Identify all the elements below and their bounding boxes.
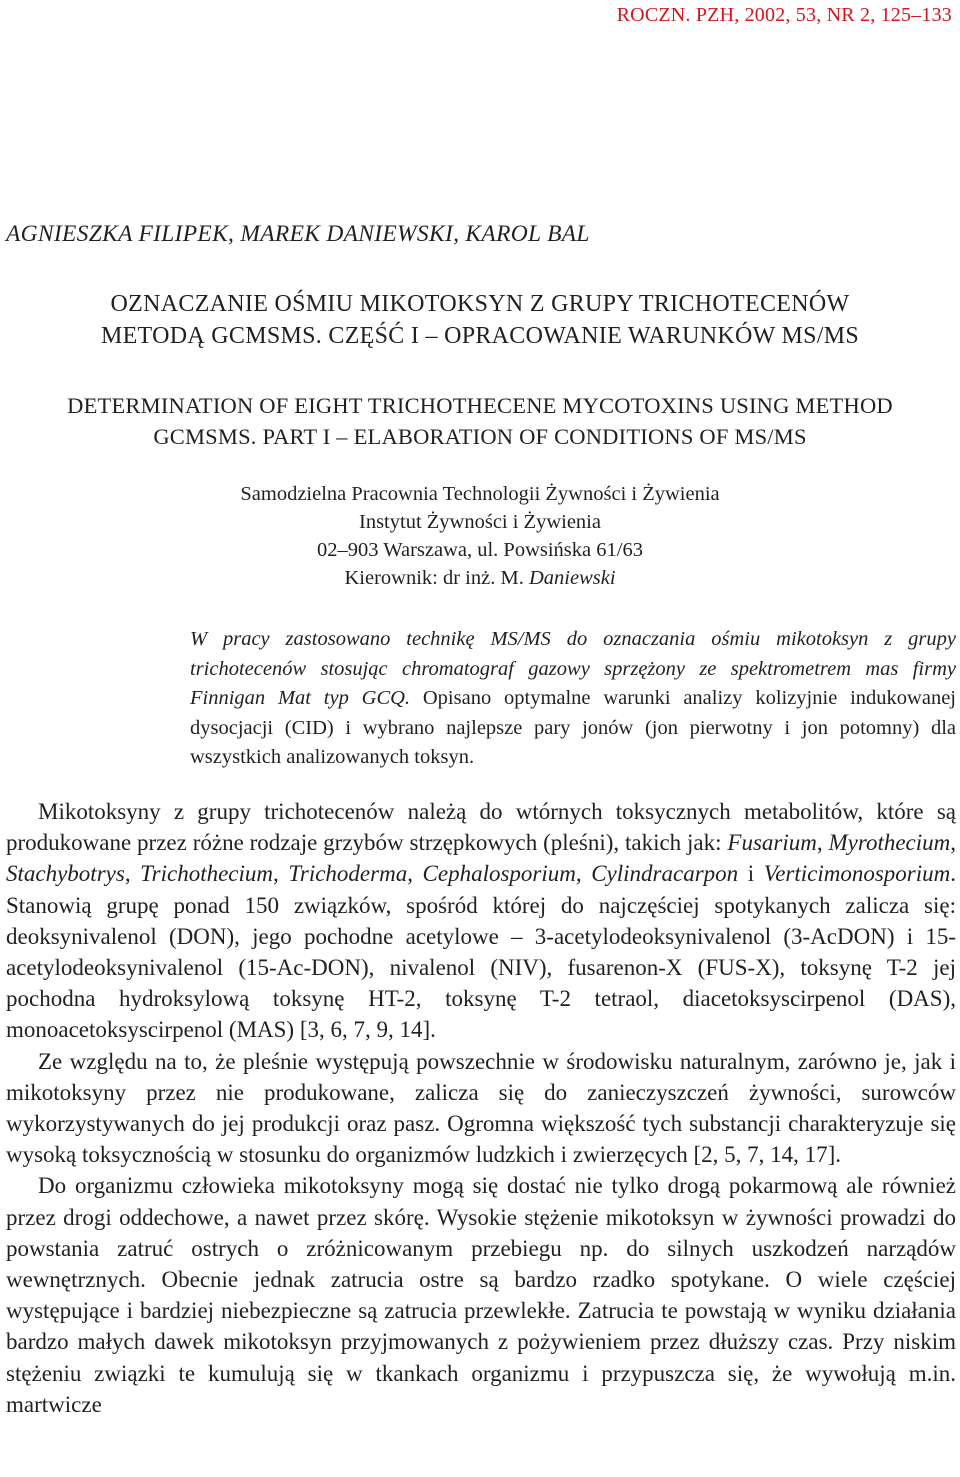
abstract xyxy=(190,625,956,773)
abstract-part-1: W pracy zastosowano technikę MS/MS do oznaczania ośmiu mikotoksyn z grupy trichotecenów stosując chromatograf gazowy sprzężony ze spektrometrem mas firmy Finnigan Mat typ GCQ. xyxy=(190,628,956,709)
title-english-line-1: DETERMINATION OF EIGHT TRICHOTHECENE MYCOTOXINS USING METHOD xyxy=(67,393,893,418)
affiliation-head-name: Daniewski xyxy=(528,567,616,589)
genus-cylindracarpon: Cylindracarpon xyxy=(591,861,739,887)
author-list: AGNIESZKA FILIPEK, MAREK DANIEWSKI, KAROL BAL xyxy=(6,221,590,247)
body-paragraph-2: Ze względu na to, że pleśnie występują powszechnie w środowisku naturalnym, zarówno je, jak i mikotoksyny przez nie produkowane, zalicza się do zanieczyszczeń żywności, surowców wykorzystywanych do jej produkcji oraz pasz. Ogromna większość tych substancji charakteryzuje się wysoką toksycznością w stosunku do organizmów ludzkich i zwierzęcych [2, 5, 7, 14, 17]. xyxy=(6,1048,956,1168)
title-polish xyxy=(0,288,960,352)
paragraph-1-intro: Mikotoksyny z grupy trichotecenów należą do wtórnych toksycznych metabolitów, które są produkowane przez różne rodzaje grzybów strzępkowych (pleśni), takich jak: xyxy=(6,799,956,856)
genus-myrothecium: Myrothecium, xyxy=(828,830,957,856)
title-polish-line-1: OZNACZANIE OŚMIU MIKOTOKSYN Z GRUPY TRICHOTECENÓW xyxy=(110,291,850,317)
genus-cephalosporium: Cephalosporium, xyxy=(422,861,582,887)
affiliation-head-label: Kierownik: dr inż. M. xyxy=(344,567,529,589)
title-english-line-2: GCMSMS. PART I – ELABORATION OF CONDITIONS OF MS/MS xyxy=(153,424,807,449)
genus-fusarium: Fusarium xyxy=(727,830,817,856)
separator: , xyxy=(124,861,141,887)
genus-verticimonosporium: Verticimonosporium xyxy=(763,861,951,887)
title-english xyxy=(0,390,960,452)
separator: , xyxy=(407,861,423,887)
genus-stachybotrys: Stachybotrys xyxy=(6,861,125,887)
body-paragraph-3: Do organizmu człowieka mikotoksyny mogą się dostać nie tylko drogą pokarmową ale również przez drogi oddechowe, a nawet przez skórę. Wysokie stężenie mikotoksyn w żywności prowadzi do powstania zatruć ostrych o zróżnicowanym przebiegu np. do silnych uszkodzeń narządów wewnętrznych. Obecnie jednak zatrucia ostre są bardzo rzadko spotykane. O wiele częściej występujące i bardziej niebezpieczne są zatrucia przewlekłe. Zatrucia te powstają w wyniku działania bardzo małych dawek mikotoksyn przyjmowanych z pożywieniem przez dłuższy czas. Przy niskim stężeniu związki te kumulują się w tkankach organizmu i przypuszcza się, że wywołują m.in. martwicze xyxy=(6,1173,956,1417)
paragraph-1-rest: . Stanowią grupę ponad 150 związków, spośród której do najczęściej spotykanych zalicza się: deoksynivalenol (DON), jego pochodne acetylowe – 3-acetylodeoksynivalenol (3-AcDON) i 15-acetylodeoksynivalenol (15-Ac-DON), nivalenol (NIV), fusarenon-X (FUS-X), toksynę T-2 jej pochodna hydroksylową toksynę HT-2, toksynę T-2 tetraol, diacetoksyscirpenol (DAS), monoacetoksyscirpenol (MAS) [3, 6, 7, 9, 14]. xyxy=(6,861,957,1043)
body-paragraph-1 xyxy=(6,796,956,1046)
affiliation-block xyxy=(0,480,960,592)
separator: i xyxy=(738,861,764,887)
separator: , xyxy=(273,861,289,887)
abstract-part-2: Opisano optymalne warunki analizy kolizyjnie indukowanej dysocjacji (CID) i wybrano najlepsze pary jonów (jon pierwotny i jon potomny) dla wszystkich analizowanych toksyn. xyxy=(190,687,956,768)
affiliation-institute: Instytut Żywności i Żywienia xyxy=(359,511,601,533)
running-head: ROCZN. PZH, 2002, 53, NR 2, 125–133 xyxy=(616,4,952,26)
separator: , xyxy=(816,830,829,856)
affiliation-head xyxy=(0,564,960,592)
article-body xyxy=(6,796,956,1420)
genus-trichoderma: Trichoderma xyxy=(288,861,408,887)
affiliation-unit: Samodzielna Pracownia Technologii Żywności i Żywienia xyxy=(240,483,720,505)
title-polish-line-2: METODĄ GCMSMS. CZĘŚĆ I – OPRACOWANIE WARUNKÓW MS/MS xyxy=(100,323,860,349)
genus-trichothecium: Trichothecium xyxy=(140,861,274,887)
affiliation-address: 02–903 Warszawa, ul. Powsińska 61/63 xyxy=(317,539,643,561)
